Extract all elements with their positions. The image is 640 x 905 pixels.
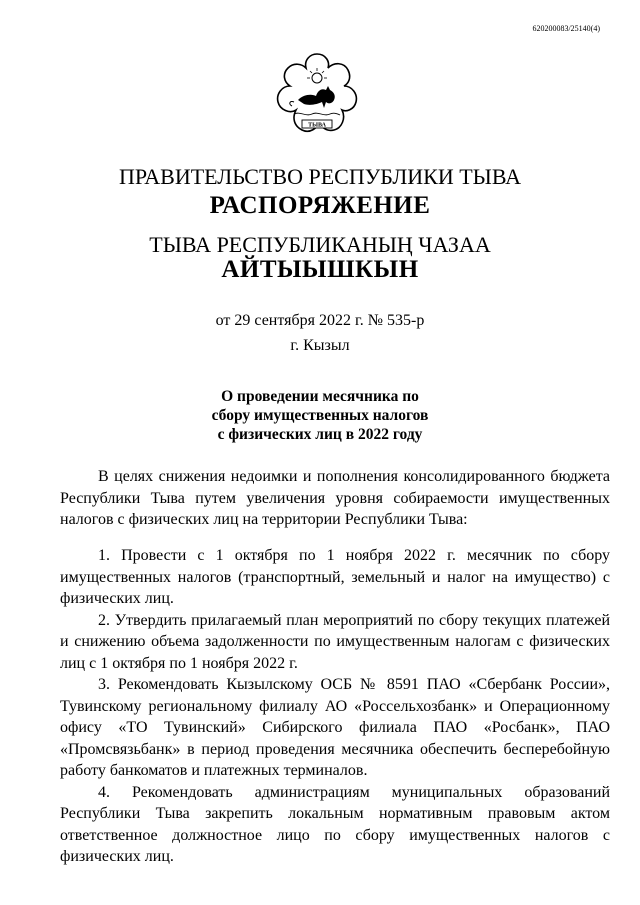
emblem-banner-text: ТЫВА (308, 122, 326, 129)
document-subject (0, 387, 640, 444)
government-title-ru: ПРАВИТЕЛЬСТВО РЕСПУБЛИКИ ТЫВА (118, 164, 522, 189)
order-item-2: 2. Утвердить прилагаемый план мероприятий по сбору текущих платежей и снижению объема задолженности по имущественным налогам с физических лиц с 1 октября по 1 ноября 2022 г. (60, 611, 610, 672)
document-type-ru: РАСПОРЯЖЕНИЕ (209, 192, 431, 219)
government-title-tyv: ТЫВА РЕСПУБЛИКАНЫҢ ЧАЗАА (149, 232, 491, 257)
coat-of-arms-icon (270, 48, 364, 142)
order-item-3: 3. Рекомендовать Кызылскому ОСБ № 8591 ПАО «Сбербанк России», Тувинскому региональному филиалу АО «Россельхозбанк» и Операционному офису «ТО Тувинский» Сибирского филиала ПАО «Росбанк», ПАО «Промсвязьбанк» в период проведения месячника обеспечить бесперебойную работу банкоматов и платежных терминалов. (60, 676, 610, 779)
date-and-number: от 29 сентября 2022 г. № 535-р (215, 312, 425, 329)
order-items (60, 545, 610, 868)
subject-line: с физических лиц в 2022 году (217, 426, 423, 443)
subject-line: сбору имущественных налогов (211, 407, 429, 424)
order-item-4: 4. Рекомендовать администрациям муниципальных образований Республики Тыва закрепить локальным нормативным правовым актом ответственное должностное лицо по сбору имущественных налогов с физических лиц. (60, 783, 610, 865)
order-item-1: 1. Провести с 1 октября по 1 ноября 2022 г. месячник по сбору имущественных налогов (транспортный, земельный и налог на имущество) с физических лиц. (60, 547, 610, 607)
subject-line: О проведении месячника по (221, 388, 419, 405)
preamble (60, 466, 610, 531)
preamble-text: В целях снижения недоимки и пополнения консолидированного бюджета Республики Тыва путем увеличения уровня собираемости имущественных налогов с физических лиц на территории Республики Тыва: (60, 468, 610, 528)
city: г. Кызыл (290, 337, 350, 354)
document-type-tyv: АЙТЫЫШКЫН (221, 256, 419, 283)
document-code: 620200083/25140(4) (532, 24, 600, 33)
